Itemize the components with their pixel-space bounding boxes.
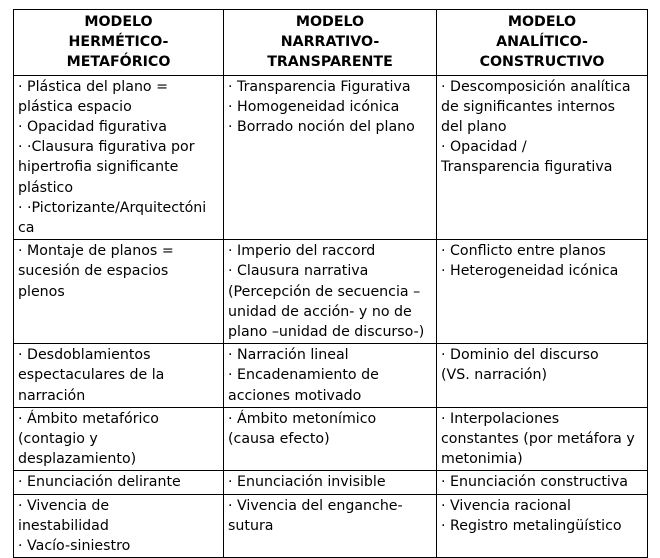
cell-line: · Opacidad /: [441, 139, 527, 156]
cell-line: · Encadenamiento de: [228, 367, 379, 384]
cell-line: · ·Pictorizante/Arquitectóni: [18, 199, 207, 216]
cell-line: unidad de acción- y no de: [228, 303, 412, 320]
table-cell-narrativo-transparente: [224, 75, 437, 240]
table-cell-hermetico-metaforico: [14, 75, 224, 240]
table-cell-analitico-constructivo: [437, 240, 648, 344]
cell-line: hipertrofia significante: [18, 159, 179, 176]
cell-line: (VS. narración): [441, 367, 548, 384]
cell-line: constantes (por metáfora y: [441, 431, 635, 448]
table-cell-narrativo-transparente: [224, 407, 437, 471]
cell-line: · Heterogeneidad icónica: [441, 263, 619, 280]
table-header: [14, 10, 648, 76]
header-line: HERMÉTICO-: [68, 34, 169, 51]
cell-line: espectaculares de la: [18, 367, 165, 384]
cell-line: · Dominio del discurso: [441, 347, 599, 364]
table-cell-analitico-constructivo: [437, 407, 648, 471]
cell-line: Transparencia figurativa: [441, 159, 613, 176]
cell-line: plenos: [18, 283, 65, 300]
header-narrativo-transparente: [224, 10, 437, 76]
cell-line: · Montaje de planos =: [18, 243, 174, 260]
header-line: NARRATIVO-: [280, 34, 380, 51]
cell-line: desplazamiento): [18, 451, 137, 468]
table-row: [14, 240, 648, 344]
table-cell-analitico-constructivo: [437, 344, 648, 408]
cell-line: · Opacidad figurativa: [18, 119, 167, 136]
table-cell-narrativo-transparente: [224, 471, 437, 494]
header-line: MODELO: [84, 14, 153, 30]
header-analitico-constructivo: [437, 10, 648, 76]
cell-line: narración: [18, 387, 86, 404]
cell-line: plástica espacio: [18, 98, 132, 115]
table-cell-hermetico-metaforico: [14, 471, 224, 494]
models-comparison-table: [13, 9, 648, 558]
cell-line: inestabilidad: [18, 517, 109, 534]
cell-line: · Vacío-siniestro: [18, 538, 131, 555]
header-line: TRANSPARENTE: [267, 54, 393, 71]
table-body: [14, 75, 648, 558]
header-line: MODELO: [295, 14, 365, 30]
table-row: [14, 471, 648, 494]
cell-line: del plano: [441, 119, 507, 136]
cell-line: · Vivencia de: [18, 497, 110, 514]
table-cell-narrativo-transparente: [224, 344, 437, 408]
cell-line: · Enunciación constructiva: [441, 474, 628, 491]
table-cell-narrativo-transparente: [224, 240, 437, 344]
table-cell-hermetico-metaforico: [14, 407, 224, 471]
cell-line: de significantes internos: [441, 98, 616, 115]
table-cell-analitico-constructivo: [437, 75, 648, 240]
cell-line: · Narración lineal: [228, 347, 349, 364]
cell-line: · Vivencia del enganche-: [228, 497, 403, 514]
cell-line: ca: [18, 220, 35, 237]
cell-line: (Percepción de secuencia –: [228, 283, 421, 300]
cell-line: (causa efecto): [228, 431, 330, 448]
table-cell-hermetico-metaforico: [14, 240, 224, 344]
cell-line: · Desdoblamientos: [18, 347, 151, 364]
cell-line: · Plástica del plano =: [18, 78, 169, 95]
cell-line: · Enunciación invisible: [228, 474, 386, 491]
cell-line: · Descomposición analítica: [441, 78, 631, 95]
header-row: [14, 10, 648, 76]
cell-line: sutura: [228, 517, 274, 534]
cell-line: · Registro metalingüístico: [441, 517, 622, 534]
cell-line: · Ámbito metafórico: [18, 410, 159, 427]
cell-line: · Ámbito metonímico: [228, 410, 377, 427]
table-row: [14, 75, 648, 240]
cell-line: · Conflicto entre planos: [441, 243, 606, 260]
header-line: MODELO: [507, 14, 577, 30]
cell-line: · Homogeneidad icónica: [228, 98, 400, 115]
cell-line: plano –unidad de discurso-): [228, 324, 425, 341]
cell-line: metonimia): [441, 451, 523, 468]
table-cell-hermetico-metaforico: [14, 344, 224, 408]
header-line: ANALÍTICO-: [496, 34, 588, 51]
cell-line: · Vivencia racional: [441, 497, 571, 514]
cell-line: · Interpolaciones: [441, 410, 560, 427]
header-line: METAFÓRICO: [66, 54, 171, 71]
cell-line: · Imperio del raccord: [228, 243, 376, 260]
cell-line: · ·Clausura figurativa por: [18, 139, 195, 156]
table-row: [14, 407, 648, 471]
header-line: CONSTRUCTIVO: [479, 54, 605, 71]
cell-line: plástico: [18, 179, 74, 196]
header-hermetico-metaforico: [14, 10, 224, 76]
cell-line: · Enunciación delirante: [18, 474, 181, 491]
table-row: [14, 344, 648, 408]
cell-line: · Transparencia Figurativa: [228, 78, 411, 95]
table-cell-analitico-constructivo: [437, 471, 648, 494]
cell-line: · Borrado noción del plano: [228, 119, 415, 136]
cell-line: (contagio y: [18, 431, 98, 448]
cell-line: · Clausura narrativa: [228, 263, 369, 280]
clipped-next-row: [13, 543, 647, 553]
cell-line: sucesión de espacios: [18, 263, 169, 280]
cell-line: acciones motivado: [228, 387, 362, 404]
